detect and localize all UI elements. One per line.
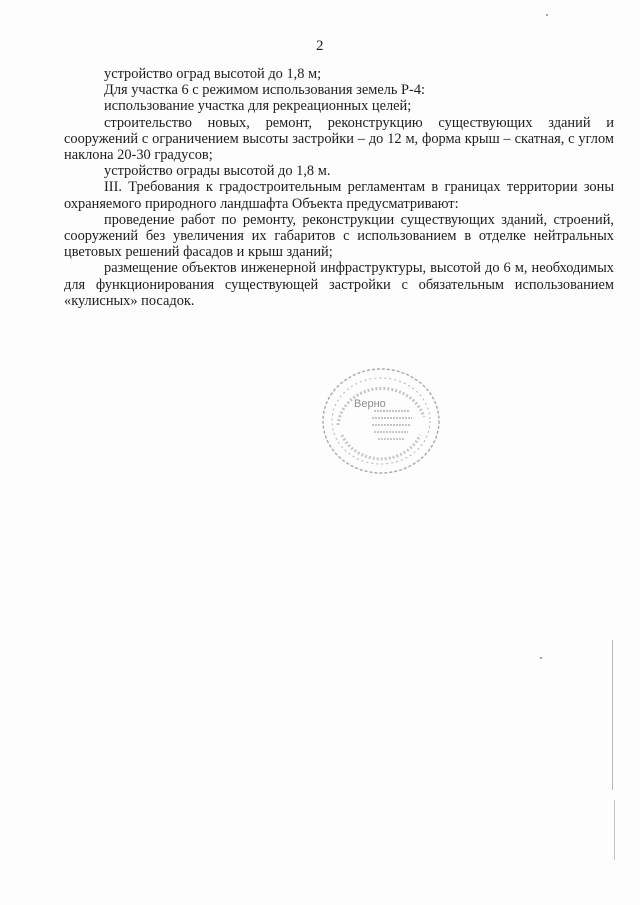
document-body xyxy=(64,66,614,309)
scan-edge-mark xyxy=(612,640,613,790)
paragraph-recreation-use: использование участка для рекреационных целей; xyxy=(104,98,412,115)
paragraph-fence-height-2: устройство ограды высотой до 1,8 м. xyxy=(104,163,331,180)
paragraph-infrastructure: размещение объектов инженерной инфраструктуры, высотой до 6 м, необходимых для функционирования существующей застройки с обязательным использованием «кулисных» посадок. xyxy=(64,260,614,309)
paragraph-section-iii-heading: III. Требования к градостроительным регламентам в границах территории зоны охраняемого природного ландшафта Объекта предусматривают: xyxy=(64,179,614,212)
scan-edge-mark xyxy=(614,800,615,860)
page-number: 2 xyxy=(316,38,324,54)
paragraph-repair-works: проведение работ по ремонту, реконструкции существующих зданий, строений, сооружений без увеличения их габаритов с использованием в отделке нейтральных цветовых решений фасадов и крыш зданий; xyxy=(64,211,614,261)
paragraph-fence-height: устройство оград высотой до 1,8 м; xyxy=(104,66,322,82)
scan-speck xyxy=(546,14,548,16)
scan-speck xyxy=(540,657,542,659)
paragraph-plot-6-heading: Для участка 6 с режимом использования земель Р-4: xyxy=(104,82,426,99)
paragraph-construction-limits: строительство новых, ремонт, реконструкцию существующих зданий и сооружений с ограничением высоты застройки – до 12 м, форма крыш – скатная, с углом наклона 20-30 градусов; xyxy=(64,114,614,164)
seal-graphic xyxy=(318,365,444,477)
certification-seal xyxy=(318,365,444,477)
seal-word: Верно xyxy=(354,398,386,410)
